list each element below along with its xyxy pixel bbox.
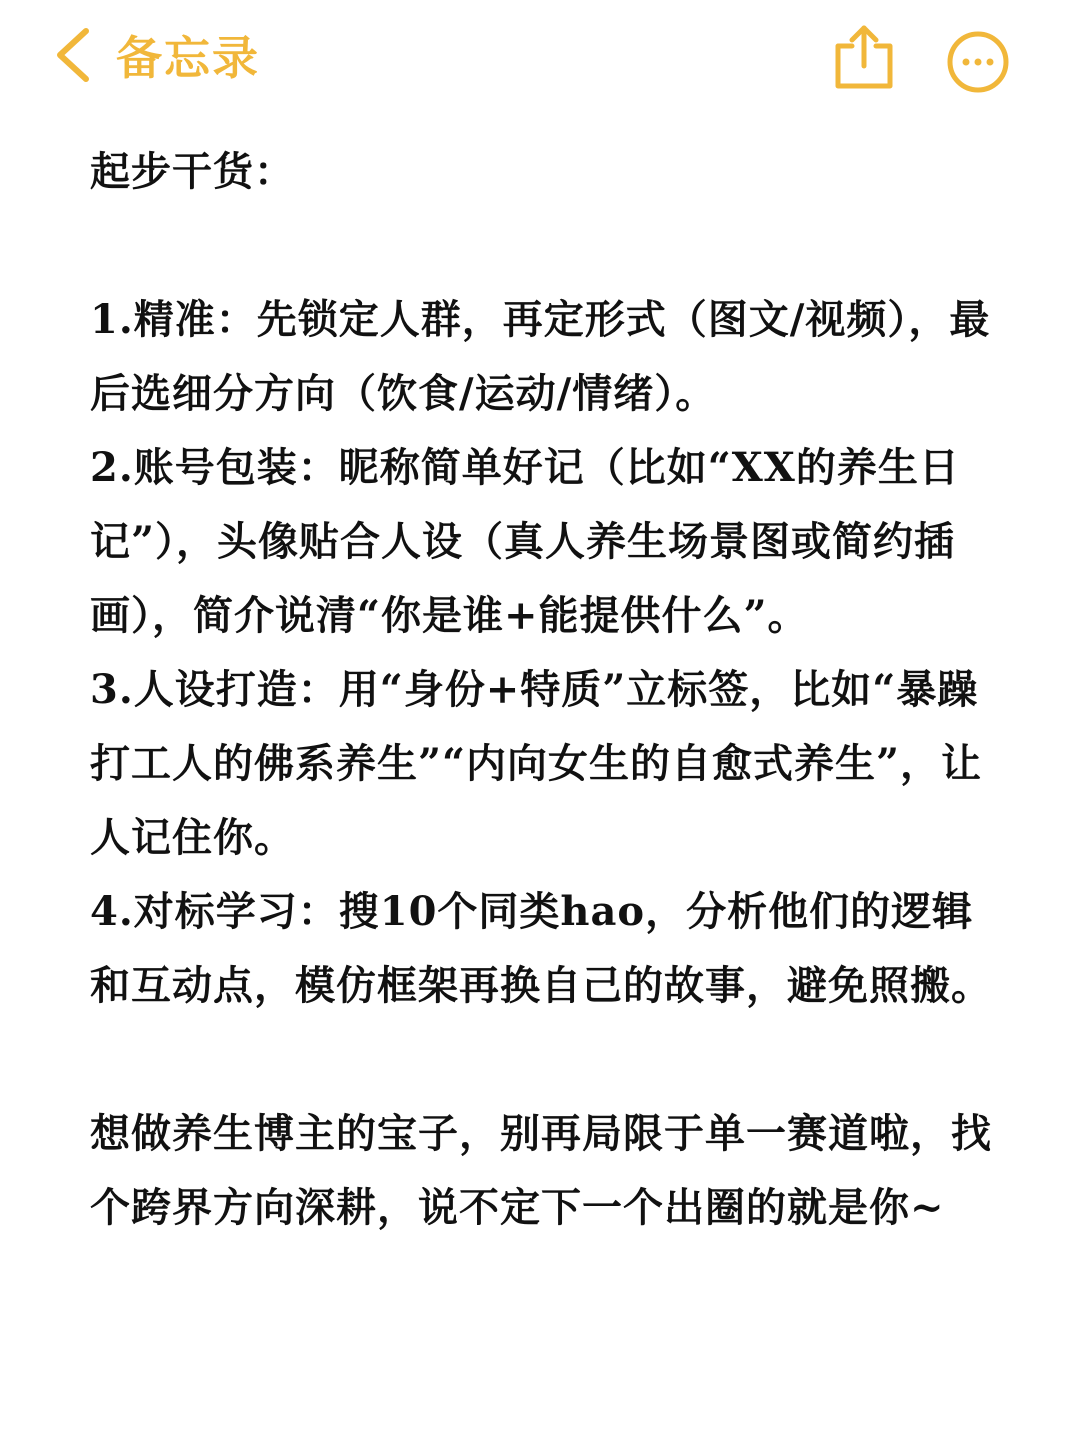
- blank-line: [90, 209, 1010, 283]
- navigation-bar: [0, 0, 1080, 120]
- note-closing: 想做养生博主的宝子，别再局限于单一赛道啦，找个跨界方向深耕，说不定下一个出圈的就是你~: [90, 1110, 992, 1231]
- note-body[interactable]: [90, 135, 1010, 1245]
- back-button[interactable]: [52, 20, 260, 90]
- note-item-2: 2.账号包装：昵称简单好记（比如“XX的养生日记”），头像贴合人设（真人养生场景图或简约插画），简介说清“你是谁+能提供什么”。: [90, 444, 960, 639]
- note-heading: 起步干货：: [90, 148, 295, 195]
- chevron-left-icon: [52, 27, 92, 83]
- share-icon[interactable]: [832, 22, 896, 92]
- blank-line: [90, 1023, 1010, 1097]
- back-button-label: 备忘录: [116, 31, 260, 85]
- note-item-4: 4.对标学习：搜10个同类hao，分析他们的逻辑和互动点，模仿框架再换自己的故事，避免照搬。: [90, 888, 992, 1009]
- more-icon[interactable]: [946, 30, 1010, 94]
- note-item-3: 3.人设打造：用“身份+特质”立标签，比如“暴躁打工人的佛系养生”“内向女生的自愈式养生”，让人记住你。: [90, 666, 983, 861]
- note-item-1: 1.精准：先锁定人群，再定形式（图文/视频），最后选细分方向（饮食/运动/情绪）。: [90, 296, 991, 417]
